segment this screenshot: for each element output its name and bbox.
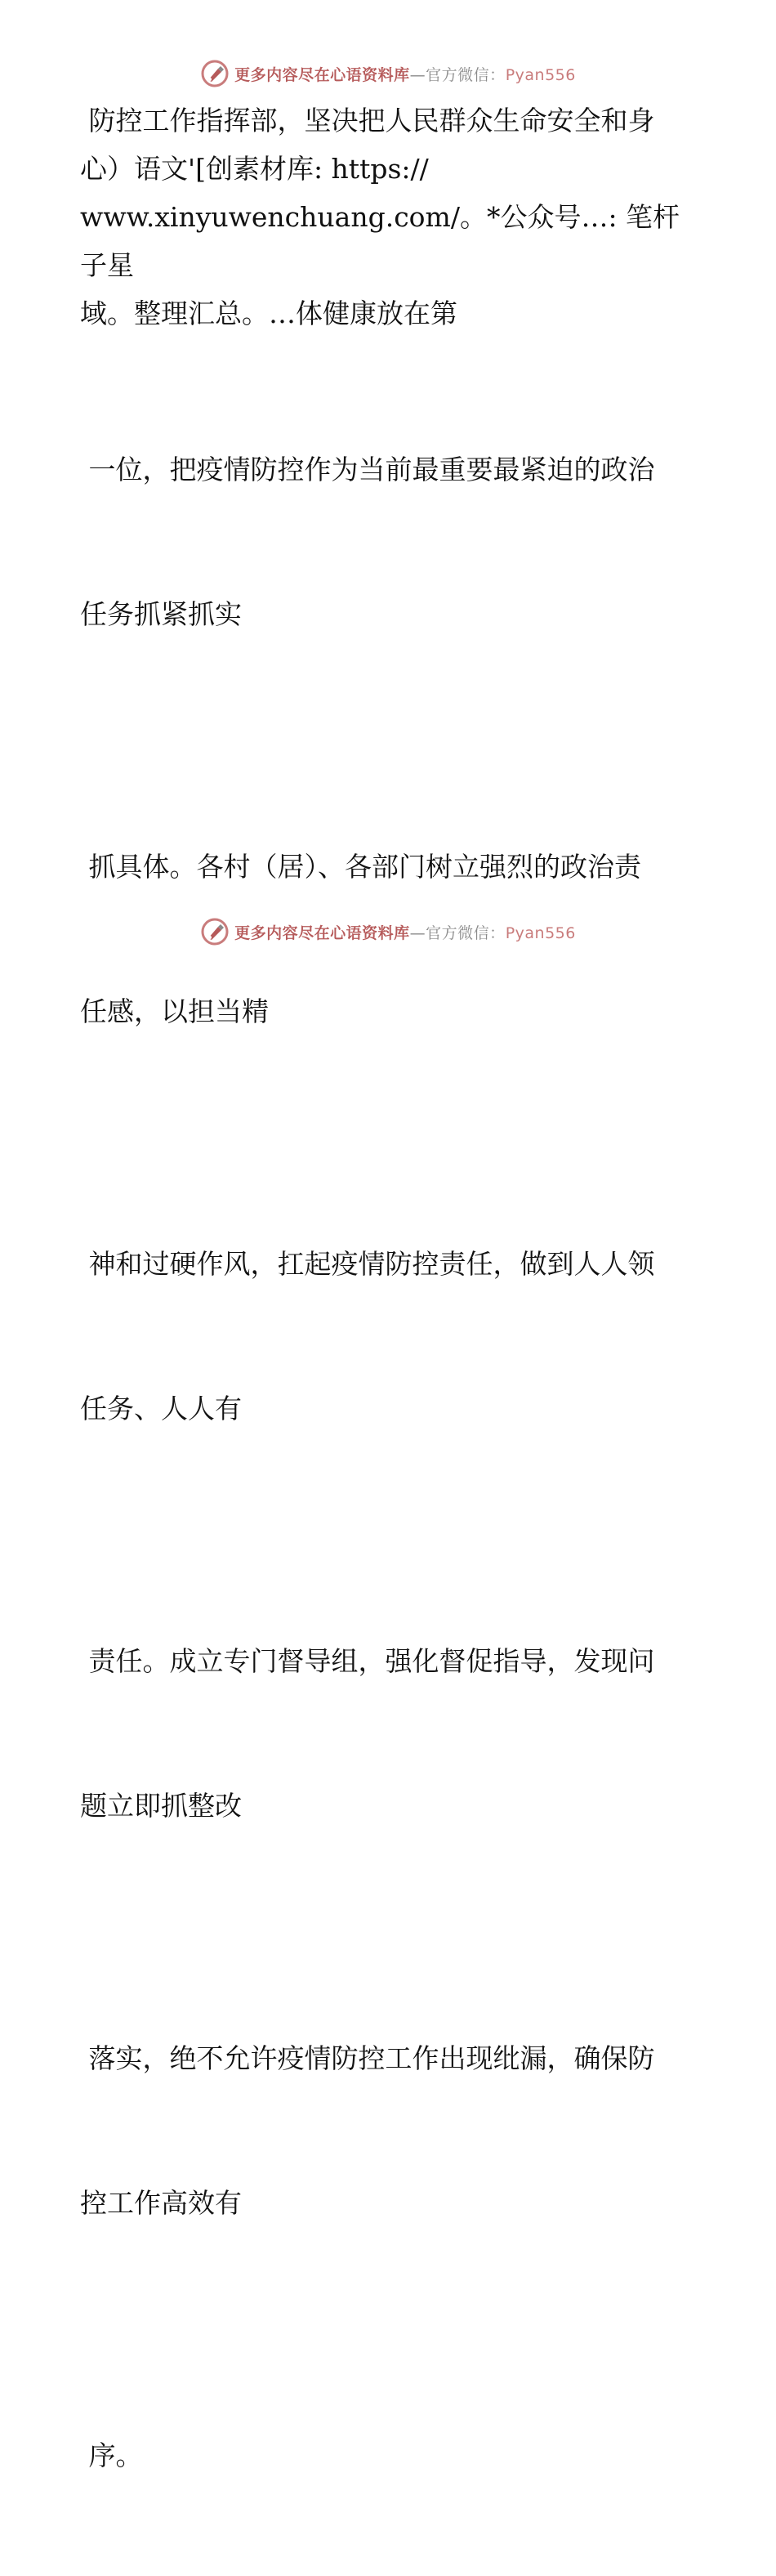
paragraph-7	[80, 2335, 701, 2576]
footer-banner-id: Pyan556	[505, 924, 576, 942]
paragraph-1	[80, 96, 701, 338]
text-line: 心）语文'[创素材库: https://	[80, 153, 429, 185]
text-line: 责任。成立专门督导组，强化督促指导，发现问	[80, 1645, 655, 1677]
footer-banner-main: 更多内容尽在心语资料库	[234, 924, 410, 942]
header-banner-separator: —	[409, 65, 426, 84]
text-line: 一位，把疫情防控作为当前最重要最紧迫的政治	[80, 454, 655, 485]
paragraph-5	[80, 1541, 701, 1926]
header-banner-label: 官方微信：	[426, 65, 506, 84]
footer-banner-text	[234, 921, 576, 943]
text-line: 序。	[80, 2440, 143, 2471]
text-line: 域。整理汇总。…体健康放在第	[80, 297, 457, 329]
text-line: 防控工作指挥部，坚决把人民群众生命安全和身	[80, 105, 655, 136]
text-line: 神和过硬作风，扛起疫情防控责任，做到人人领	[80, 1248, 655, 1280]
document-body	[80, 96, 701, 2576]
header-banner-text	[234, 63, 576, 85]
pen-circle-logo-icon	[200, 59, 230, 88]
paragraph-6	[80, 1938, 701, 2323]
text-line: www.xinyuwenchuang.com/。*公众号…: 笔杆子星	[80, 201, 680, 281]
footer-watermark-banner	[0, 914, 776, 950]
header-watermark-banner	[0, 56, 776, 92]
header-banner-id: Pyan556	[505, 65, 576, 84]
footer-banner-label: 官方微信：	[426, 924, 506, 942]
text-line: 任感，以担当精	[80, 995, 269, 1027]
paragraph-4	[80, 1143, 701, 1529]
text-line: 落实，绝不允许疫情防控工作出现纰漏，确保防	[80, 2042, 655, 2074]
text-line: 抓具体。各村（居）、各部门树立强烈的政治责	[80, 851, 641, 883]
footer-banner-separator: —	[409, 924, 426, 942]
pen-circle-logo-icon	[200, 917, 230, 946]
text-line: 控工作高效有	[80, 2187, 242, 2219]
text-line: 任务、人人有	[80, 1393, 242, 1424]
paragraph-2	[80, 349, 701, 735]
header-banner-main: 更多内容尽在心语资料库	[234, 65, 410, 84]
text-line: 任务抓紧抓实	[80, 598, 242, 630]
text-line: 题立即抓整改	[80, 1790, 242, 1822]
